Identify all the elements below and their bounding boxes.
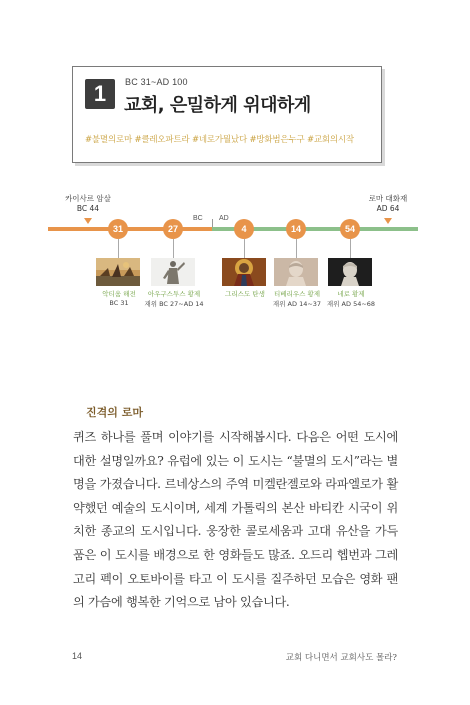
event-stem [350, 239, 351, 258]
left-marker-date: BC 44 [76, 204, 100, 213]
right-marker-arrow-icon [384, 218, 392, 224]
event-stem [118, 239, 119, 258]
event-year-dot: 4 [234, 219, 254, 239]
event-name: 아우구스투스 황제 [147, 290, 201, 298]
running-book-title: 교회 다니면서 교회사도 몰라? [285, 653, 397, 663]
right-marker-label [358, 194, 418, 214]
right-marker-date: AD 64 [376, 204, 400, 213]
section-heading: 진격의 로마 [86, 406, 143, 419]
timeline-bar-bc [48, 227, 212, 231]
event-year-dot: 54 [340, 219, 360, 239]
left-marker-arrow-icon [84, 218, 92, 224]
tiberius-bust-icon [274, 258, 318, 286]
event-name: 네로 황제 [337, 290, 365, 298]
era-divider [212, 219, 213, 227]
event-stem [244, 239, 245, 258]
event-year-dot: 31 [108, 219, 128, 239]
event-name: 그리스도 탄생 [225, 290, 265, 298]
nero-bust-icon [328, 258, 372, 286]
right-marker-name: 로마 대화재 [368, 194, 408, 203]
augustus-statue-icon [151, 258, 195, 286]
event-stem [296, 239, 297, 258]
left-marker-label [58, 194, 118, 214]
event-year-dot: 14 [286, 219, 306, 239]
chapter-number: 1 [85, 79, 115, 109]
body-paragraph: 퀴즈 하나를 풀며 이야기를 시작해봅시다. 다음은 어떤 도시에 대한 설명일까요? 유럽에 있는 이 도시는 “불멸의 도시”라는 별명을 가졌습니다. 르네상스의 주역 미켈란젤로와 라파엘로가 활약했던 예술의 도시이며, 세계 가톨릭의 본산 바티칸 시국이 위치한 종교의 도시입니다. 웅장한 콜로세움과 고대 유산을 가득 품은 이 도시를 배경으로 한 영화들도 많죠. 오드리 헵번과 그레고리 펙이 오토바이를 타고 이 도시를 질주하던 모습은 영화 팬의 가슴에 행복한 기억으로 남아 있습니다. [73, 430, 398, 610]
event-date: 재위 AD 14~37 [272, 300, 322, 308]
chapter-period: BC 31~AD 100 [125, 77, 188, 87]
naval-battle-painting-icon [96, 258, 140, 286]
event-stem [173, 239, 174, 258]
chapter-header-box [72, 66, 382, 163]
event-name: 티베리우스 황제 [273, 290, 321, 298]
chapter-title: 교회, 은밀하게 위대하게 [124, 95, 311, 116]
era-label-ad: AD [219, 215, 229, 222]
chapter-hashtags: #불멸의로마 #클레오파트라 #네로가뭘났다 #방화범은누구 #교회의시작 [85, 135, 354, 145]
event-date: 재위 BC 27~AD 14 [144, 300, 204, 308]
era-label-bc: BC [193, 215, 203, 222]
event-year-dot: 27 [163, 219, 183, 239]
left-marker-name: 카이사르 암살 [65, 194, 111, 203]
page-number: 14 [72, 651, 83, 661]
event-name: 악티움 해전 [102, 290, 136, 298]
event-date: 재위 AD 54~68 [326, 300, 376, 308]
christ-icon-painting-icon [222, 258, 266, 286]
event-date: BC 31 [109, 299, 129, 307]
